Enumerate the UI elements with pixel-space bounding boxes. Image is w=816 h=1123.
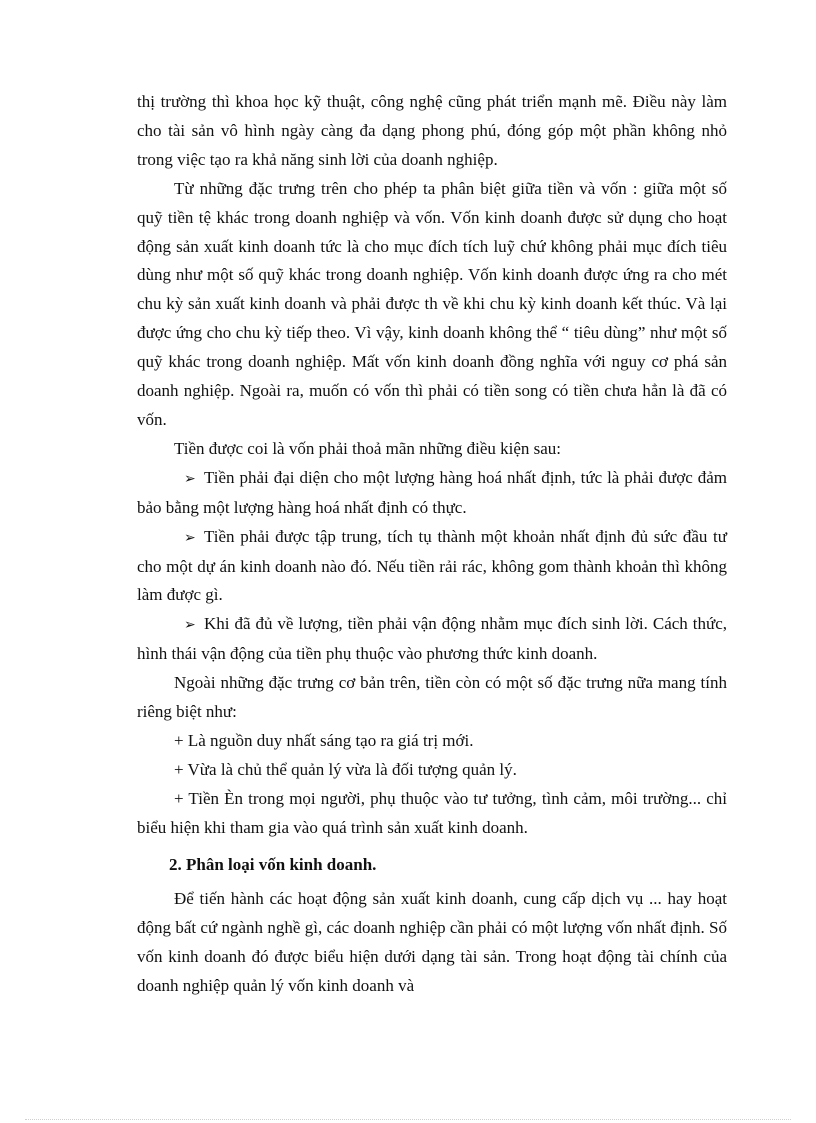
bullet-text-2: Tiền phải được tập trung, tích tụ thành một khoản nhất định đủ sức đầu tư cho một dự án kinh doanh nào đó. Nếu tiền rải rác, không gom thành khoản thì không làm được gì. <box>137 526 727 605</box>
paragraph-1: thị trường thì khoa học kỹ thuật, công nghệ cũng phát triển mạnh mẽ. Điều này làm cho tài sản vô hình ngày càng đa dạng phong phú, đóng góp một phần không nhỏ trong việc tạo ra khả năng sinh lời của doanh nghiệp. <box>137 92 727 169</box>
document-body <box>137 88 727 1001</box>
paragraph-2: Từ những đặc trưng trên cho phép ta phân biệt giữa tiền và vốn : giữa một số quỹ tiền tệ khác trong doanh nghiệp và vốn. Vốn kinh doanh được sử dụng cho hoạt động sản xuất kinh doanh tức là cho mục đích tích luỹ chứ không phải mục đích tiêu dùng như một số quỹ khác trong doanh nghiệp. Vốn kinh doanh được ứng ra cho mét chu kỳ sản xuất kinh doanh và phải được th về khi chu kỳ kinh doanh kết thúc. Và lại được ứng cho chu kỳ tiếp theo. Vì vậy, kinh doanh không thể “ tiêu dùng” như một số quỹ khác trong doanh nghiệp. Mất vốn kinh doanh đồng nghĩa với nguy cơ phá sản doanh nghiệp. Ngoài ra, muốn có vốn thì phải có tiền song có tiền chưa hẳn là đã có vốn. <box>137 178 727 429</box>
section-heading: 2. Phân loại vốn kinh doanh. <box>169 854 377 874</box>
bullet-text-1: Tiền phải đại diện cho một lượng hàng hoá nhất định, tức là phải được đảm bảo bằng một lượng hàng hoá nhất định có thực. <box>137 467 727 517</box>
plus-item-2: + Vừa là chủ thể quản lý vừa là đối tượng quản lý. <box>174 759 517 779</box>
bullet-item-2 <box>137 523 727 611</box>
bullet-item-3 <box>137 610 727 669</box>
arrow-bullet-icon: ➢ <box>184 617 196 634</box>
bullet-item-1 <box>137 464 727 523</box>
bullet-text-3: Khi đã đủ về lượng, tiền phải vận động nhằm mục đích sinh lời. Cách thức, hình thái vận động của tiền phụ thuộc vào phương thức kinh doanh. <box>137 614 727 664</box>
plus-item-3: + Tiền Èn trong mọi người, phụ thuộc vào tư tưởng, tình cảm, môi trường... chỉ biểu hiện khi tham gia vào quá trình sản xuất kinh doanh. <box>137 788 727 837</box>
arrow-bullet-icon: ➢ <box>184 470 196 487</box>
plus-item-1: + Là nguồn duy nhất sáng tạo ra giá trị mới. <box>174 730 474 750</box>
paragraph-3: Tiền được coi là vốn phải thoả mãn những điều kiện sau: <box>174 438 562 458</box>
paragraph-4: Ngoài những đặc trưng cơ bản trên, tiền còn có một số đặc trưng nữa mang tính riêng biệt như: <box>137 673 727 722</box>
paragraph-5: Để tiến hành các hoạt động sản xuất kinh doanh, cung cấp dịch vụ ... hay hoạt động bất cứ ngành nghề gì, các doanh nghiệp cần phải có một lượng vốn nhất định. Số vốn kinh doanh đó được biểu hiện dưới dạng tài sản. Trong hoạt động tài chính của doanh nghiệp quản lý vốn kinh doanh và <box>137 889 727 996</box>
arrow-bullet-icon: ➢ <box>184 529 196 546</box>
page-bottom-divider <box>25 1119 791 1120</box>
